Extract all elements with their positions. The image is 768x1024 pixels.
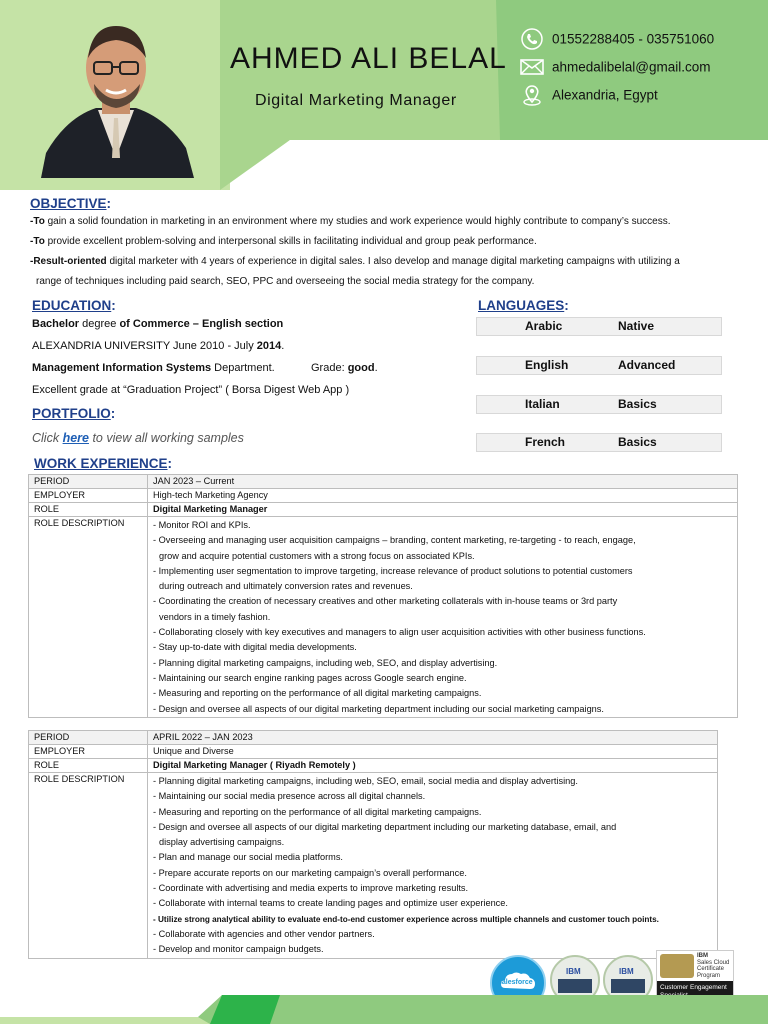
education-university: ALEXANDRIA UNIVERSITY June 2010 - July 2014. xyxy=(32,340,285,352)
objective-heading: OBJECTIVE: xyxy=(30,196,112,211)
contact-phone[interactable]: 01552288405 - 035751060 xyxy=(520,28,714,50)
ibm-certificate-badge[interactable]: IBM Sales Cloud Certificate Program Customer Engagement xyxy=(656,950,734,1006)
language-row: Arabic Native xyxy=(476,317,722,336)
job-role: Digital Marketing Manager ( Riyadh Remotely ) xyxy=(148,759,718,773)
portfolio-link[interactable]: here xyxy=(62,431,89,445)
portfolio-text: Click here to view all working samples xyxy=(32,431,244,445)
objective-line: -To provide excellent problem-solving and interpersonal skills in facilitating individual and group peak performance. xyxy=(30,236,537,247)
language-row: Italian Basics xyxy=(476,395,722,414)
location-icon xyxy=(520,84,544,106)
language-row: French Basics xyxy=(476,433,722,452)
education-project: Excellent grade at “Graduation Project” ( Borsa Digest Web App ) xyxy=(32,384,350,396)
job-title: Digital Marketing Manager xyxy=(255,92,457,109)
phone-icon xyxy=(520,28,544,50)
job-employer: Unique and Diverse xyxy=(148,745,718,759)
education-heading: EDUCATION: xyxy=(32,298,116,313)
salesforce-badge[interactable]: salesforce xyxy=(490,955,546,1011)
job-period: JAN 2023 – Current xyxy=(148,475,738,489)
footer-band xyxy=(0,995,768,1024)
ibm-badge[interactable]: IBM xyxy=(603,955,653,1005)
contact-email[interactable]: ahmedalibelal@gmail.com xyxy=(520,56,711,78)
profile-photo xyxy=(36,18,196,178)
seal-icon xyxy=(660,954,694,978)
work-heading: WORK EXPERIENCE: xyxy=(34,456,173,471)
job-period: APRIL 2022 – JAN 2023 xyxy=(148,731,718,745)
portfolio-heading: PORTFOLIO: xyxy=(32,406,116,421)
objective-line: -Result-oriented digital marketer with 4 years of experience in digital sales. I also develop and manage digital marketing campaigns with utilizing a xyxy=(30,256,680,267)
languages-heading: LANGUAGES: xyxy=(478,298,569,313)
education-grade: Grade: good. xyxy=(311,362,378,374)
job-table: PERIOD JAN 2023 – Current EMPLOYER High-tech Marketing Agency ROLE Digital Marketing Manager ROLE DESCRIPTION - Monitor ROI and KPIs. - Overseeing and managing user acquisition campaigns – branding, content marketing, re-targeting - to reach, engage, grow and acquire potential customers with a strong focus on associated KPIs. - Implementing user segmentation to improve targeting, increase relevance of product solutions to potential customers during outreach and ultimately conversion rates and revenues. - Coordinating the creation of necessary creatives and other marketing collaterals with in-house teams or 3rd party vendors in a timely fashion. - Collaborating closely with key executives and managers to align user acquisition activities with other business functions. - Stay up-to-date with digital media developments. - Planning digital marketing campaigns, including web, SEO, and display advertising. - Maintaining our search engine ranking pages across Google search engine. - Measuring and reporting on the performance of all digital marketing campaigns. - Design and oversee all aspects of our digital marketing department including our social marketing campaigns. xyxy=(28,474,738,718)
education-department: Management Information Systems Department. xyxy=(32,362,275,374)
job-table: PERIOD APRIL 2022 – JAN 2023 EMPLOYER Unique and Diverse ROLE Digital Marketing Manager ( Riyadh Remotely ) ROLE DESCRIPTION - Planning digital marketing campaigns, including web, SEO, email, social media and display advertising. - Maintaining our social media presence across all digital channels. - Measuring and reporting on the performance of all digital marketing campaigns. - Design and oversee all aspects of our digital marketing department including our marketing database, email, and display advertising campaigns. - Plan and manage our social media platforms. - Prepare accurate reports on our marketing campaign’s overall performance. - Coordinate with advertising and media experts to improve marketing results. - Collaborate with internal teams to create landing pages and optimize user experience. - Utilize strong analytical ability to evaluate end-to-end customer experience across multiple channels and customer touch points. - Collaborate with agencies and other vendor partners. - Develop and monitor campaign budgets. xyxy=(28,730,718,959)
job-description: - Monitor ROI and KPIs. - Overseeing and managing user acquisition campaigns – branding, content marketing, re-targeting - to reach, engage, grow and acquire potential customers with a strong focus on associated KPIs. - Implementing user segmentation to improve targeting, increase relevance of product solutions to potential customers during outreach and ultimately conversion rates and revenues. - Coordinating the creation of necessary creatives and other marketing collaterals with in-house teams or 3rd party vendors in a timely fashion. - Collaborating closely with key executives and managers to align user acquisition activities with other business functions. - Stay up-to-date with digital media developments. - Planning digital marketing campaigns, including web, SEO, and display advertising. - Maintaining our search engine ranking pages across Google search engine. - Measuring and reporting on the performance of all digital marketing campaigns. - Design and oversee all aspects of our digital marketing department including our social marketing campaigns. xyxy=(148,517,738,718)
candidate-name: AHMED ALI BELAL xyxy=(230,42,507,75)
language-row: English Advanced xyxy=(476,356,722,375)
ibm-badge[interactable]: IBM xyxy=(550,955,600,1005)
objective-line: range of techniques including paid search, SEO, PPC and overseeing the social media strategy for the company. xyxy=(36,276,535,287)
job-role: Digital Marketing Manager xyxy=(148,503,738,517)
job-employer: High-tech Marketing Agency xyxy=(148,489,738,503)
job-description: - Planning digital marketing campaigns, including web, SEO, email, social media and display advertising. - Maintaining our social media presence across all digital channels. - Measuring and reporting on the performance of all digital marketing campaigns. - Design and oversee all aspects of our digital marketing department including our marketing database, email, and display advertising campaigns. - Plan and manage our social media platforms. - Prepare accurate reports on our marketing campaign’s overall performance. - Coordinate with advertising and media experts to improve marketing results. - Collaborate with internal teams to create landing pages and optimize user experience. - Utilize strong analytical ability to evaluate end-to-end customer experience across multiple channels and customer touch points. - Collaborate with agencies and other vendor partners. - Develop and monitor campaign budgets. xyxy=(148,773,718,959)
education-degree: Bachelor degree of Commerce – English section xyxy=(32,318,284,330)
mail-icon xyxy=(520,56,544,78)
objective-line: -To gain a solid foundation in marketing in an environment where my studies and work experience would highly contribute to company’s success. xyxy=(30,216,671,227)
contact-location: Alexandria, Egypt xyxy=(520,84,658,106)
